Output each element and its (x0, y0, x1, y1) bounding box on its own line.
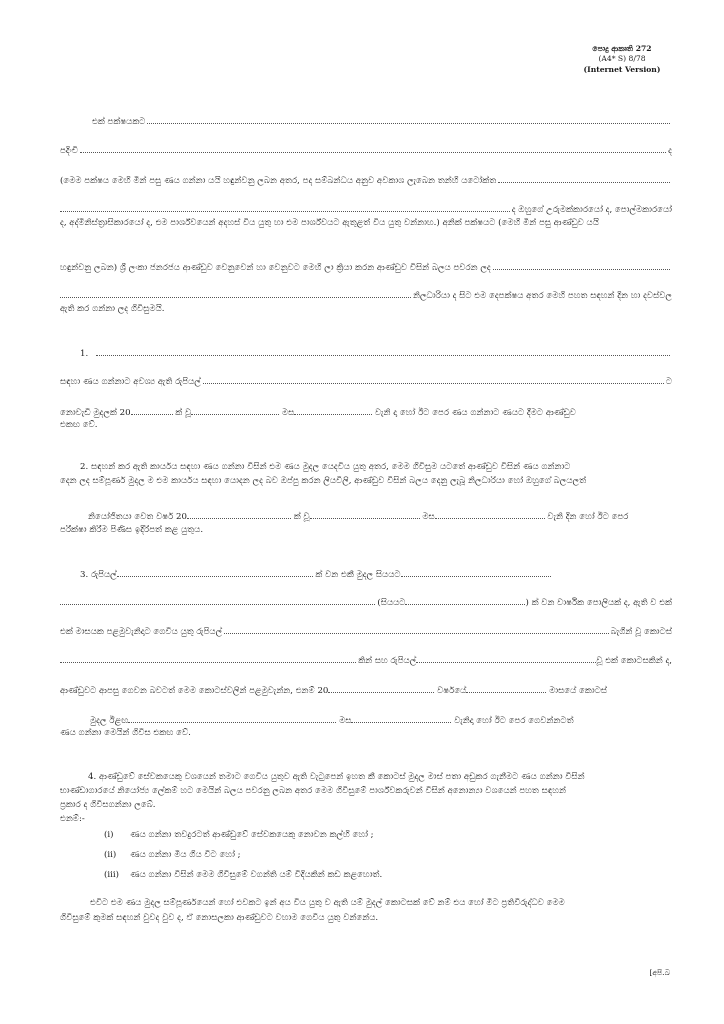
clause-3-line-3: එක් මාසයක පළමුවැනිදාට ගෙවිය යුතු රුපියල් බැගින් වූ කොටස් (60, 627, 672, 637)
form-reference (572, 44, 672, 75)
next-month-field[interactable] (128, 714, 336, 723)
agreement-line: ඇති කර ගන්නා ලද ගිවිසුමයි. (60, 304, 165, 314)
clause-2-number: 2. (80, 462, 89, 472)
administrators-line: ද, අද්මිනිස්ත්‍රාසිකාරයෝ ද, එම පාර්ශ්වයෙන් අදහස් විය යුතු හා එම පාර්ශ්වයට ඇතුළත් විය යුතු වන්නාහ.) අනික් පක්ෂයට (මෙහි මින් පසු ආණ්ඩුව යයි (60, 218, 599, 228)
government-line: හඳුන්වනු ලබන) ශ්‍රී ලංකා ජනරජය ආණ්ඩුව වෙනුවෙන් හා වෙනුවට මෙහි ලා ක්‍රියා කරන ආණ්ඩුව විසින් බලය පවරන ලද (60, 262, 672, 274)
clause-4-line-1: 4. ආණ්ඩුවේ සේවකයෙකු වශයෙන් තමාට ගෙවිය යුතුව ඇති වැටුපෙන් ඉහත කී කොටස් මුදල මාස් පතා අඩුකර ගැනීමට ණය ගන්නා විසින් (88, 772, 585, 782)
clause-4-line-5: එවිට එම ණය මුදල සම්පූර්ණයෙන් හෝ එවකට ඉන් අය විය යුතු ව ඇති යම් මුදල් කොටසක් වේ නම් එය හෝ මිට ප්‍රතිවිරුද්ධව මෙම (90, 898, 565, 908)
clause-1-number: 1. (80, 349, 89, 359)
party-definition-line: (මෙම පක්ෂය මෙහි මින් පසු ණය ගන්නා යයි හඳුන්වනු ලබන අතර, පද සම්බන්ධය අනුව අවකාශ ලැබෙන තන්හි යටෝක්ත (60, 175, 672, 187)
day-field[interactable] (294, 406, 372, 415)
clause-3-line-7: ණය ගන්නා මෙයින් ගිවිස එකඟ වේ. (60, 728, 191, 738)
interest-rate-field[interactable] (401, 568, 551, 577)
clause-4-line-6: ගිවිසුමේ කුමක් සඳහන් වුවද වුව ද, ඒ නොසලකා ආණ්ඩුවට වහාම ගෙවිය යුතු වන්නේය. (60, 913, 379, 923)
clause-1-line-2: සඳහා ණය ගන්නාට අවශ්‍ය ඇති රුපියල් ට (60, 377, 672, 387)
month-field[interactable] (466, 684, 546, 693)
installment-count-field[interactable] (60, 655, 356, 663)
day-field[interactable] (435, 510, 545, 519)
clause-3-line-1: 3. රුපියල් ක් වන එකී මුදල සියයට (80, 568, 672, 581)
officer-line: නිලධාරියා ද සිට එම දෙපක්ෂය අතර මෙහි පහත සඳහන් දින හා දවස්වල (60, 290, 672, 302)
clause-3-line-5: ආණ්ඩුවට ආපසු ගෙවන බවටත් මෙම කොටස්වලින් පළමුවැන්න, එනම් 20 වර්ෂයේ මාසයේ කොටස් (60, 686, 608, 696)
form-version: (Internet Version) (583, 64, 661, 74)
day-field[interactable] (351, 714, 451, 723)
installment-amount-field[interactable] (224, 626, 609, 634)
clause-2-line-1: 2. සඳහන් කර ඇති කාර්යය සඳහා ණය ගන්නා විසින් එම ණය මුදල යෙදවිය යුතු අතර, මෙම ගිවිසුම යටතේ ආණ්ඩුව විසින් ණය ගන්නාට (80, 462, 571, 472)
clause-4-line-2: භාණ්ඩාගාරයේ නියෝජ්‍ය ලේකම් හට මෙයින් බලය පවරනු ලබන අතර මෙම ගිවිසුමේ පාර්ශ්වකරුවන් විසින් අනොන්‍යා වශයෙන් පහත සඳහන් (60, 786, 566, 796)
clause-3-number: 3. (80, 570, 89, 580)
clause-1-line-4: එකඟ වේ. (60, 420, 98, 430)
clause-4-number: 4. (88, 772, 97, 782)
page-turn-note: [අපි.බ (649, 968, 670, 977)
clause-2-line-2: දෙන ලද සම්පූර්ණ මුදල ම එම කාර්යය සඳහා යොදන ලද බව ඔප්පු කරන ලියවිලි, ආණ්ඩුව විසින් බලය දෙනු ලැබූ නිලධාරියා හෝ ඔහුගේ බලයලත් (60, 476, 587, 486)
heirs-field[interactable] (60, 204, 510, 212)
list-item: (i) ණය ගන්නා තවදුරටත් ආණ්ඩුවේ සේවකයෙකු නොවන කල්හි හෝ ; (104, 830, 374, 840)
year-field[interactable] (328, 684, 434, 693)
loan-amount-field[interactable] (203, 376, 664, 384)
clause-2-line-4: පරීක්ෂා කිරීම පිණිස ඉදිරිපත් කළ යුතුය. (60, 525, 204, 535)
clause-3-line-4: කින් සහ රුපියල් වූ එක් කොටසකින් ද, (60, 654, 672, 667)
amount-field[interactable] (117, 568, 313, 577)
clause-2-line-3: නියෝජිතයා වෙත වර්ෂ 20 ක් වූ මස වැනි දින හෝ ඊට පෙර (88, 512, 629, 522)
party-name-field[interactable] (147, 116, 670, 124)
month-field[interactable] (310, 510, 420, 519)
final-installment-field[interactable] (416, 654, 596, 663)
officer-name-field[interactable] (60, 290, 411, 298)
clause-4-line-3: ප්‍රකාර ද ගිවිසගන්නා ලබේ. (60, 800, 156, 810)
clause-3-line-6: මුදල ඊළඟ මස වැනිදා හෝ ඊට පෙර ගෙවන්නටත් (90, 716, 574, 726)
successor-field[interactable] (498, 175, 670, 183)
year-field[interactable] (131, 406, 173, 415)
clause-1-line-3: නොවැඩි මුදලක් 20 ක් වූ මස වැනි දා හෝ ඊට පෙර ණය ගන්නාට ණයට දීමට ආණ්ඩුව (60, 408, 576, 418)
address-field[interactable] (80, 145, 666, 153)
form-code: (A4* S) 8/78 (598, 54, 646, 64)
purpose-field[interactable] (96, 348, 670, 356)
clause-4-line-4: එනම්:- (60, 814, 85, 824)
month-field[interactable] (191, 406, 279, 415)
address-line: පදිංචි ද (60, 146, 672, 156)
authorised-officer-field[interactable] (493, 262, 670, 270)
list-item: (iii) ණය ගන්නා විසින් මෙම ගිවිසුමේ වගන්ති යම් විදියකින් කඩ කළහොත්. (104, 870, 383, 880)
interest-words-field[interactable] (60, 597, 375, 605)
clause-3-line-2: (සියයට ) ක් වන වාර්ෂික පොලියක් ද, ඇති ව එක් (60, 596, 672, 609)
year-field[interactable] (187, 510, 291, 519)
party-line-1: එක් පක්ෂයකට (92, 116, 672, 128)
clause-1-line-1 (80, 348, 672, 360)
interest-words-detail-field[interactable] (405, 596, 525, 605)
heirs-line: ද ඔහුගේ උරුමක්කාරයෝ ද, පොල්මකාරයෝ (60, 204, 672, 216)
form-number: පොදු ආකෘති 272 (592, 44, 652, 53)
list-item: (ii) ණය ගන්නා මිය ගිය විට හෝ ; (104, 850, 241, 860)
